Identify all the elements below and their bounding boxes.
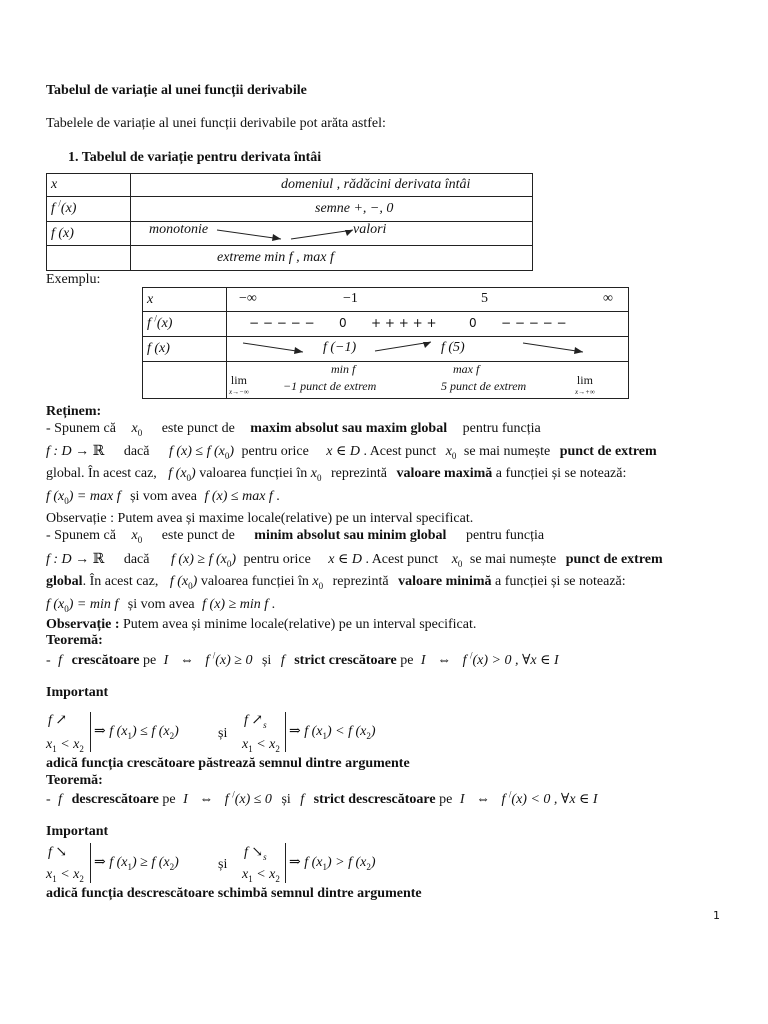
x1-less-x2-dec-strict: $x_1 < x_2$ (242, 867, 280, 884)
table1-extremes-cell: extreme min f , max f (131, 246, 533, 271)
extreme-point-2: 5 punct de extrem (441, 379, 527, 393)
table1-domain-cell: domeniul , rădăcini derivata întâi (131, 174, 533, 197)
separator-bar (285, 843, 286, 883)
retinem-heading: Reținem: (46, 404, 102, 419)
min-line-1: - Spunem că $x_0$ este punct de minim absolut sau minim global pentru funcția (46, 528, 545, 545)
si-connector-2: și (218, 857, 228, 872)
x1-less-x2: $x_1 < x_2$ (46, 737, 84, 754)
x-minus-infinity: −∞ (239, 291, 257, 306)
example-label: Exemplu: (46, 272, 101, 287)
strict-decreasing-implication: ⇒ f $(x_1) > f$ $(x_2)$ (289, 855, 376, 872)
table1-empty-cell (47, 246, 131, 271)
theorem-1-statement: - f crescătoare pe I ⇔ f /(x) ≥ 0 și f strict crescătoare pe I ⇔ f /(x) > 0 , ∀x ∈ I (46, 650, 559, 668)
sign-zero-2: 0 (469, 316, 477, 330)
intro-text: Tabelele de variație al unei funcții derivabile pot arăta astfel: (46, 116, 386, 131)
monotony-arrows (131, 222, 531, 246)
table2-signs-row (227, 312, 629, 337)
separator-bar (90, 712, 91, 752)
sign-negative-1: − − − − − (249, 316, 315, 330)
conclusion-increasing: adică funcția crescătoare păstrează semnul dintre argumente (46, 756, 410, 771)
max-f-label: max f (453, 362, 480, 376)
table2-x-values (227, 288, 629, 312)
page-number: 1 (713, 909, 720, 922)
x-infinity: ∞ (603, 291, 613, 306)
x1-less-x2-strict: $x_1 < x_2$ (242, 737, 280, 754)
example-monotony-arrows (227, 337, 627, 362)
sign-positive: + + + + + (371, 316, 437, 330)
section-heading: 1. Tabelul de variație pentru derivata întâi (68, 150, 322, 165)
f-strict-decreasing-symbol: f $↘_s$ (244, 845, 267, 862)
observation-2: Observație : Putem avea și minime locale(relative) pe un interval specificat. (46, 617, 477, 632)
page-title: Tabelul de variație al unei funcții derivabile (46, 83, 307, 98)
f-five: f (5) (441, 340, 465, 355)
min-line-4: f $(x_0) = \min f$ și vom avea f (x) ≥ min f . (46, 597, 276, 614)
increasing-implication: ⇒ f $(x_1) \le f$ $(x_2)$ (94, 724, 179, 741)
min-f-label: min f (331, 362, 356, 376)
limit-left: lim x→−∞ (229, 373, 249, 396)
conclusion-decreasing: adică funcția descrescătoare schimbă semnul dintre argumente (46, 886, 422, 901)
f-decreasing-symbol: f ↘ (48, 845, 68, 860)
values-label: valori (353, 222, 387, 237)
max-line-1: - Spunem că $x_0$ este punct de maxim absolut sau maxim global pentru funcția (46, 421, 541, 438)
observation-1: Observație : Putem avea și maxime locale(relative) pe un interval specificat. (46, 511, 474, 526)
f-increasing-symbol: f ↗ (48, 713, 68, 728)
table1-x-cell: x (47, 174, 131, 197)
table1-f-label: f (x) (47, 222, 131, 246)
separator-bar (285, 712, 286, 752)
example-variation-table (142, 287, 629, 399)
strict-increasing-implication: ⇒ f $(x_1) < f$ $(x_2)$ (289, 724, 376, 741)
table2-empty-cell (143, 362, 227, 399)
x-minus-one: −1 (343, 291, 358, 306)
sign-zero-1: 0 (339, 316, 347, 330)
monotony-label: monotonie (149, 222, 209, 237)
separator-bar (90, 843, 91, 883)
variation-table-template (46, 173, 533, 271)
table1-signs-cell: semne +, −, 0 (131, 197, 533, 222)
important-heading-1: Important (46, 685, 109, 700)
f-strict-increasing-symbol: f $↗_s$ (244, 713, 267, 730)
max-line-2: f : D → ℝ dacă f (x) ≤ f $(x_0)$ pentru orice x ∈ D . Acest punct $x_0$ se mai numește punct de extrem (46, 444, 657, 461)
sign-negative-2: − − − − − (501, 316, 567, 330)
max-line-3: global. În acest caz, f $(x_0)$ valoarea funcției în $x_0$ reprezintă valoare maximă a funcției și se notează: (46, 466, 627, 483)
table2-monotony-row (227, 337, 629, 362)
min-line-3: global. În acest caz, f $(x_0)$ valoarea funcției în $x_0$ reprezintă valoare minimă a funcției și se notează: (46, 574, 626, 591)
theorem-2-statement: - f descrescătoare pe I ⇔ f /(x) ≤ 0 și f strict descrescătoare pe I ⇔ f /(x) < 0 , ∀x ∈ I (46, 789, 598, 807)
table2-x-label: x (143, 288, 227, 312)
max-line-4: f $(x_0) = \max f$ și vom avea f (x) ≤ max f . (46, 489, 280, 506)
theorem-2-heading: Teoremă: (46, 773, 103, 788)
extreme-point-1: −1 punct de extrem (283, 379, 377, 393)
f-minus-one: f (−1) (323, 340, 357, 355)
important-heading-2: Important (46, 824, 109, 839)
theorem-1-heading: Teoremă: (46, 633, 103, 648)
x-five: 5 (481, 291, 488, 306)
table2-extremes-row (227, 362, 629, 399)
limit-right: lim x→+∞ (575, 373, 595, 396)
table1-monotony-cell (131, 222, 533, 246)
decreasing-implication: ⇒ f $(x_1) \ge f$ $(x_2)$ (94, 855, 179, 872)
table1-fprime-label: f /(x) (47, 197, 131, 222)
x1-less-x2-dec: $x_1 < x_2$ (46, 867, 84, 884)
min-line-2: f : D → ℝ dacă f (x) ≥ f $(x_0)$ pentru orice x ∈ D . Acest punct $x_0$ se mai numește punct de extrem (46, 552, 663, 569)
table2-fprime-label: f /(x) (143, 312, 227, 337)
si-connector-1: și (218, 726, 228, 741)
table2-f-label: f (x) (143, 337, 227, 362)
